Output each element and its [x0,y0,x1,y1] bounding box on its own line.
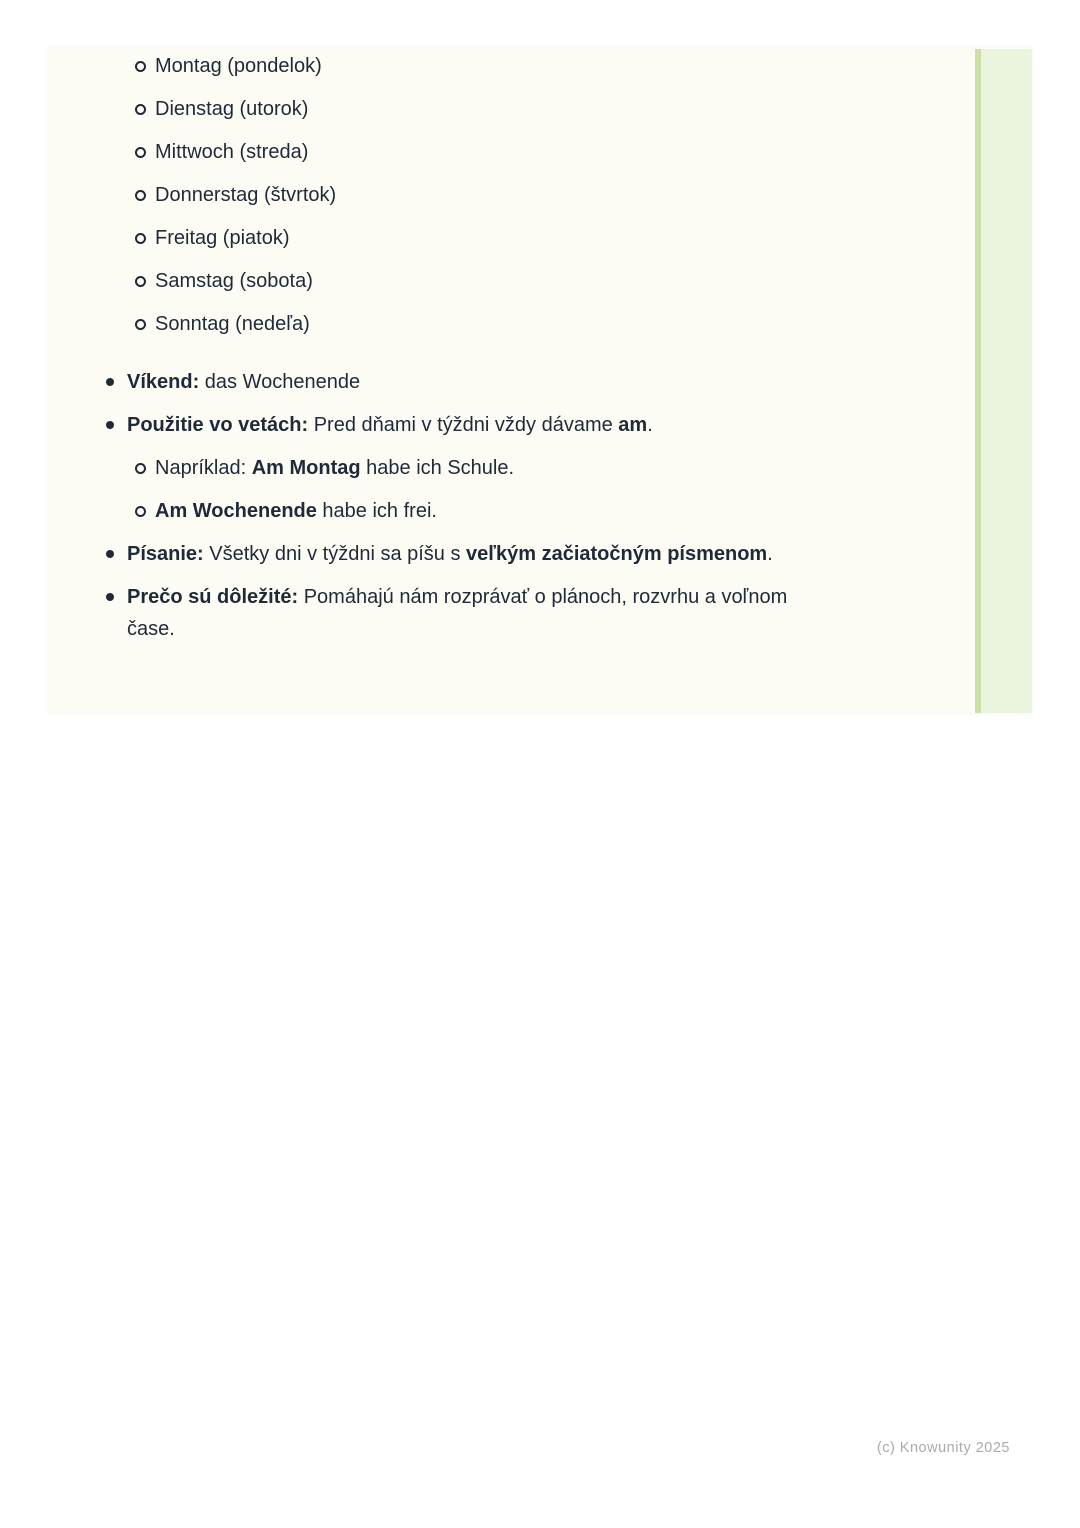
bullet-circle-icon [135,319,146,330]
list-item [105,308,917,340]
example-text: Napríklad: [155,457,252,479]
example-item [105,452,917,484]
list-item [105,179,917,211]
note-text: Pomáhajú nám rozprávať o plánoch, rozvrhu a voľnom [298,586,788,608]
note-term: Písanie: [127,543,204,565]
notes-content [105,50,917,656]
example-text: habe ich Schule. [360,457,515,479]
bullet-dot-icon [106,550,114,558]
list-item [105,136,917,168]
note-text: čase. [127,618,175,640]
bullet-circle-icon [135,61,146,72]
note-emphasis: am [618,414,648,436]
note-text: . [647,414,653,436]
footer-copyright: (c) Knowunity 2025 [876,1440,1010,1456]
content-card [48,47,1032,713]
note-writing [105,538,917,570]
bullet-circle-icon [135,463,146,474]
bullet-circle-icon [135,190,146,201]
example-text: habe ich frei. [316,500,437,522]
note-term: Prečo sú dôležité: [127,586,299,608]
bullet-dot-icon [106,421,114,429]
note-term: Víkend: [127,371,200,393]
day-label: Samstag (sobota) [155,270,313,292]
list-item [105,265,917,297]
note-text: Všetky dni v týždni sa píšu s [203,543,467,565]
note-weekend [105,366,917,398]
usage-examples-list [105,452,917,527]
day-label: Donnerstag (štvrtok) [155,184,337,206]
list-item [105,50,917,82]
bullet-dot-icon [106,593,114,601]
day-label: Montag (pondelok) [155,55,322,77]
note-importance [105,581,917,645]
list-item [105,93,917,125]
note-text: Pred dňami v týždni vždy dávame [308,414,619,436]
example-emphasis: Am Wochenende [155,500,317,522]
note-usage [105,409,917,441]
example-emphasis: Am Montag [251,457,361,479]
bullet-circle-icon [135,147,146,158]
days-list [105,50,917,340]
example-item [105,495,917,527]
bullet-circle-icon [135,104,146,115]
bullet-circle-icon [135,276,146,287]
bullet-circle-icon [135,233,146,244]
note-emphasis: veľkým začiatočným písmenom [466,543,768,565]
note-text: das Wochenende [199,371,361,393]
bullet-dot-icon [106,378,114,386]
day-label: Dienstag (utorok) [155,98,309,120]
day-label: Freitag (piatok) [155,227,290,249]
note-text: . [767,543,773,565]
day-label: Sonntag (nedeľa) [155,313,310,335]
day-label: Mittwoch (streda) [155,141,309,163]
bullet-circle-icon [135,506,146,517]
page-edge-stripe [975,49,1032,713]
list-item [105,222,917,254]
note-term: Použitie vo vetách: [127,414,309,436]
